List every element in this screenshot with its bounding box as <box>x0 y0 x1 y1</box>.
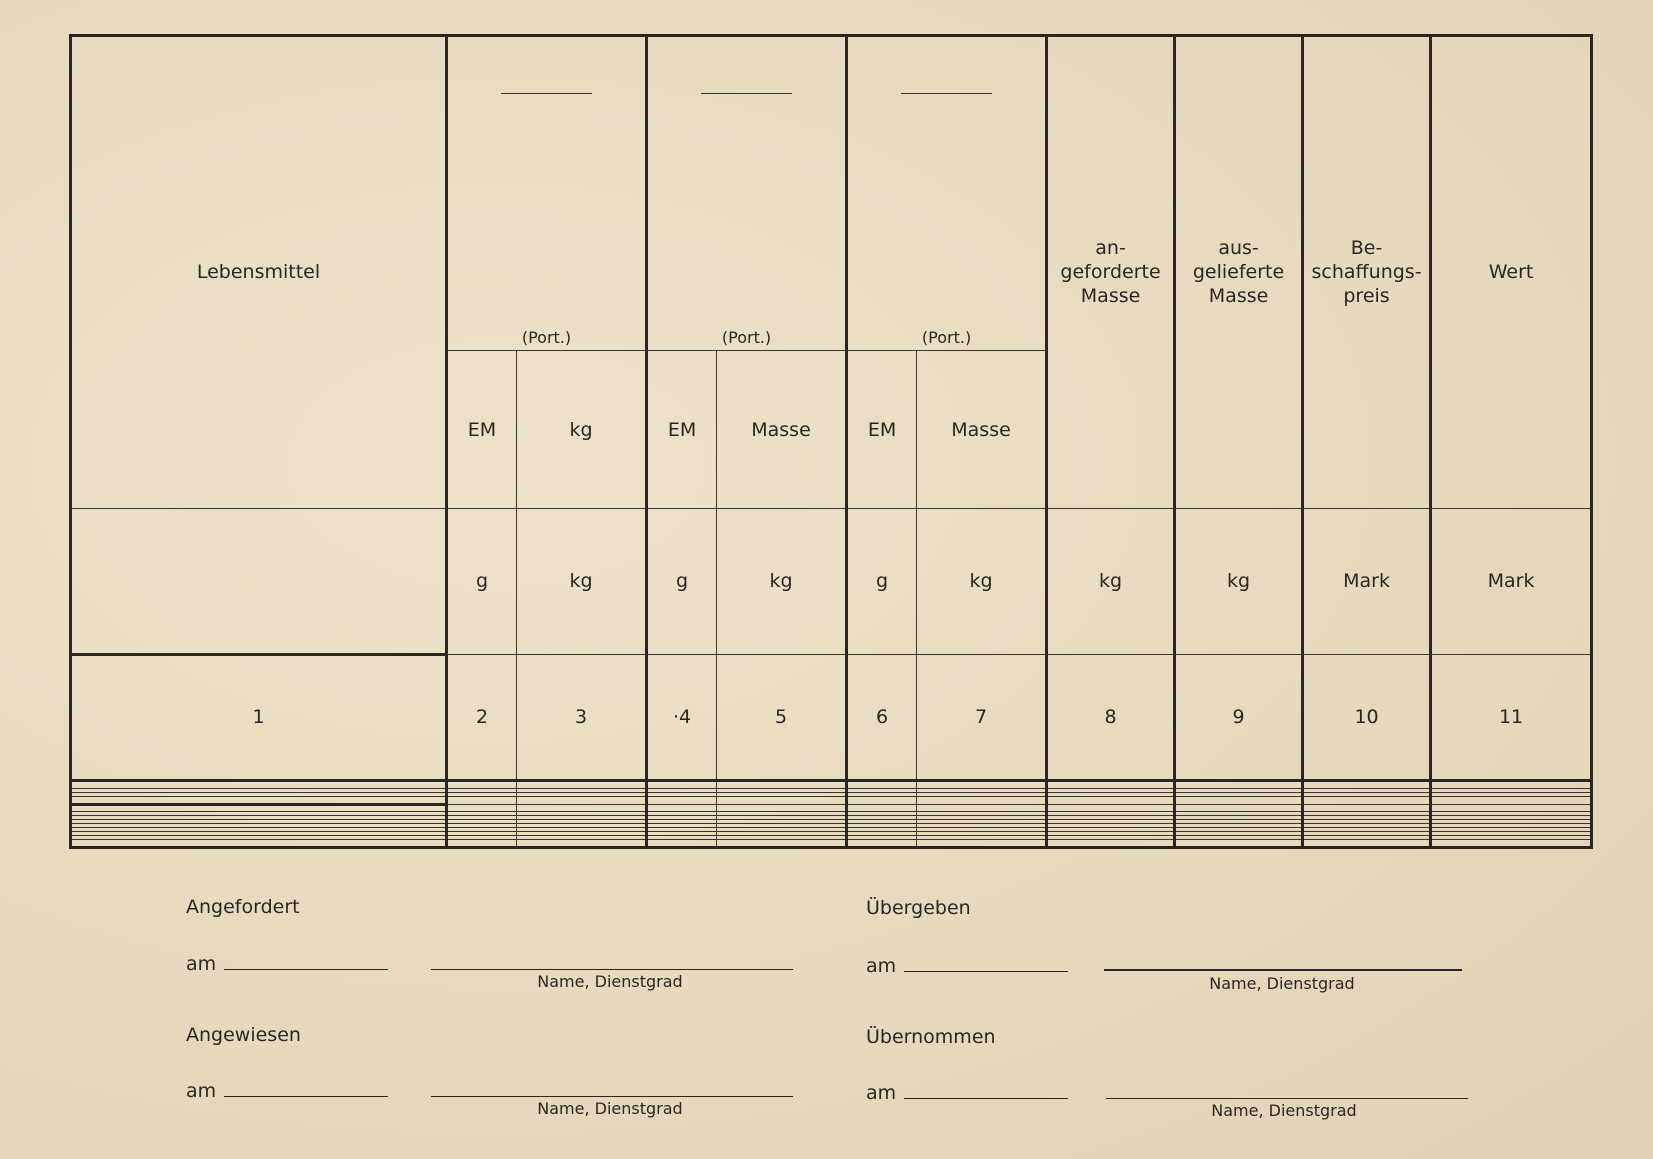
column-number: ·4 <box>647 654 717 780</box>
caption-name-dienstgrad: Name, Dienstgrad <box>1209 974 1355 993</box>
caption-name-dienstgrad: Name, Dienstgrad <box>537 972 683 991</box>
label-uebergeben: Übergeben <box>866 897 971 919</box>
entry-cell[interactable] <box>1431 780 1592 788</box>
header-portion-group-1 <box>447 36 647 351</box>
date-line-angewiesen[interactable] <box>224 1096 388 1097</box>
entry-cell[interactable] <box>1047 804 1175 812</box>
unit-cell-blank <box>71 508 447 654</box>
header-ausgelieferte-masse <box>1175 36 1303 509</box>
header-wert: Wert <box>1431 36 1592 509</box>
header-text-line: schaffungs- <box>1311 261 1422 284</box>
entry-cell[interactable] <box>1431 804 1592 812</box>
date-line-angefordert[interactable] <box>224 969 388 970</box>
header-masse: Masse <box>717 351 847 509</box>
column-number: 10 <box>1303 654 1431 780</box>
entry-cell[interactable] <box>1303 796 1431 804</box>
entry-cell[interactable] <box>447 780 517 788</box>
column-number: 1 <box>71 654 447 780</box>
unit-kg: kg <box>1047 508 1175 654</box>
column-number: 3 <box>517 654 647 780</box>
header-text-line: preis <box>1343 285 1390 308</box>
entry-cell[interactable] <box>647 780 717 788</box>
label-am: am <box>866 955 897 977</box>
header-portion-group-3 <box>847 36 1047 351</box>
entry-cell[interactable] <box>917 804 1047 812</box>
column-number: 8 <box>1047 654 1175 780</box>
label-am: am <box>186 1080 217 1102</box>
entry-cell[interactable] <box>717 796 847 804</box>
label-uebernommen: Übernommen <box>866 1026 996 1048</box>
header-text-line: gelieferte <box>1192 261 1285 284</box>
header-text-line: aus- <box>1218 237 1259 260</box>
unit-kg: kg <box>717 508 847 654</box>
entry-cell[interactable] <box>847 796 917 804</box>
entry-cell[interactable] <box>1175 804 1303 812</box>
unit-mark: Mark <box>1431 508 1592 654</box>
entry-cell[interactable] <box>1303 780 1431 788</box>
entry-row <box>71 796 1592 804</box>
column-number: 9 <box>1175 654 1303 780</box>
header-text-line: Be- <box>1350 237 1383 260</box>
header-angeforderte-masse <box>1047 36 1175 509</box>
entry-cell[interactable] <box>717 804 847 812</box>
entry-cell[interactable] <box>717 840 847 848</box>
entry-cell[interactable] <box>1047 796 1175 804</box>
name-line-uebergeben[interactable] <box>1104 969 1462 971</box>
name-line-angewiesen[interactable] <box>431 1096 793 1097</box>
unit-kg: kg <box>917 508 1047 654</box>
column-number: 2 <box>447 654 517 780</box>
entry-cell[interactable] <box>917 780 1047 788</box>
header-text-line: geforderte <box>1060 261 1161 284</box>
entry-row <box>71 840 1592 848</box>
date-line-uebergeben[interactable] <box>904 971 1068 972</box>
entry-cell[interactable] <box>71 796 447 804</box>
unit-g: g <box>447 508 517 654</box>
entry-cell[interactable] <box>1047 840 1175 848</box>
column-number: 6 <box>847 654 917 780</box>
name-line-uebernommen[interactable] <box>1106 1098 1468 1099</box>
unit-g: g <box>647 508 717 654</box>
header-port: (Port.) <box>921 328 972 348</box>
entry-cell[interactable] <box>917 840 1047 848</box>
entry-cell[interactable] <box>1175 840 1303 848</box>
column-number: 5 <box>717 654 847 780</box>
unit-kg: kg <box>517 508 647 654</box>
entry-rows <box>71 780 1592 847</box>
header-text-line: Masse <box>1080 285 1141 308</box>
column-number: 7 <box>917 654 1047 780</box>
entry-cell[interactable] <box>647 804 717 812</box>
food-requisition-table <box>69 34 1593 849</box>
entry-cell[interactable] <box>447 796 517 804</box>
entry-cell[interactable] <box>647 840 717 848</box>
entry-cell[interactable] <box>1303 804 1431 812</box>
label-angewiesen: Angewiesen <box>186 1024 301 1046</box>
entry-cell[interactable] <box>517 804 647 812</box>
header-lebensmittel: Lebensmittel <box>71 36 447 509</box>
entry-cell[interactable] <box>847 840 917 848</box>
header-em: EM <box>447 351 517 509</box>
column-number-row <box>71 654 1592 780</box>
entry-cell[interactable] <box>71 840 447 848</box>
caption-name-dienstgrad: Name, Dienstgrad <box>537 1099 683 1118</box>
header-em: EM <box>847 351 917 509</box>
entry-cell[interactable] <box>1303 840 1431 848</box>
entry-cell[interactable] <box>1175 780 1303 788</box>
entry-row <box>71 804 1592 812</box>
entry-row <box>71 780 1592 788</box>
column-number: 11 <box>1431 654 1592 780</box>
entry-cell[interactable] <box>447 840 517 848</box>
unit-g: g <box>847 508 917 654</box>
portion-blank-line <box>901 93 992 94</box>
entry-cell[interactable] <box>71 804 447 812</box>
name-line-angefordert[interactable] <box>431 969 793 970</box>
header-beschaffungspreis <box>1303 36 1431 509</box>
entry-cell[interactable] <box>517 840 647 848</box>
label-am: am <box>866 1082 897 1104</box>
entry-cell[interactable] <box>1047 780 1175 788</box>
unit-kg: kg <box>1175 508 1303 654</box>
entry-cell[interactable] <box>917 796 1047 804</box>
label-angefordert: Angefordert <box>186 896 300 918</box>
entry-cell[interactable] <box>517 780 647 788</box>
entry-cell[interactable] <box>1431 840 1592 848</box>
header-text-line: Masse <box>1208 285 1269 308</box>
unit-mark: Mark <box>1303 508 1431 654</box>
entry-cell[interactable] <box>447 804 517 812</box>
header-masse: Masse <box>917 351 1047 509</box>
entry-cell[interactable] <box>647 796 717 804</box>
entry-cell[interactable] <box>1431 796 1592 804</box>
portion-blank-line <box>501 93 592 94</box>
entry-cell[interactable] <box>847 804 917 812</box>
portion-blank-line <box>701 93 792 94</box>
entry-cell[interactable] <box>71 780 447 788</box>
caption-name-dienstgrad: Name, Dienstgrad <box>1211 1101 1357 1120</box>
header-portion-group-2 <box>647 36 847 351</box>
entry-cell[interactable] <box>717 780 847 788</box>
header-text-line: an- <box>1095 237 1126 260</box>
entry-cell[interactable] <box>1175 796 1303 804</box>
header-port: (Port.) <box>721 328 772 348</box>
header-kg: kg <box>517 351 647 509</box>
header-port: (Port.) <box>521 328 572 348</box>
date-line-uebernommen[interactable] <box>904 1098 1068 1099</box>
label-am: am <box>186 953 217 975</box>
entry-cell[interactable] <box>847 780 917 788</box>
entry-cell[interactable] <box>517 796 647 804</box>
header-em: EM <box>647 351 717 509</box>
